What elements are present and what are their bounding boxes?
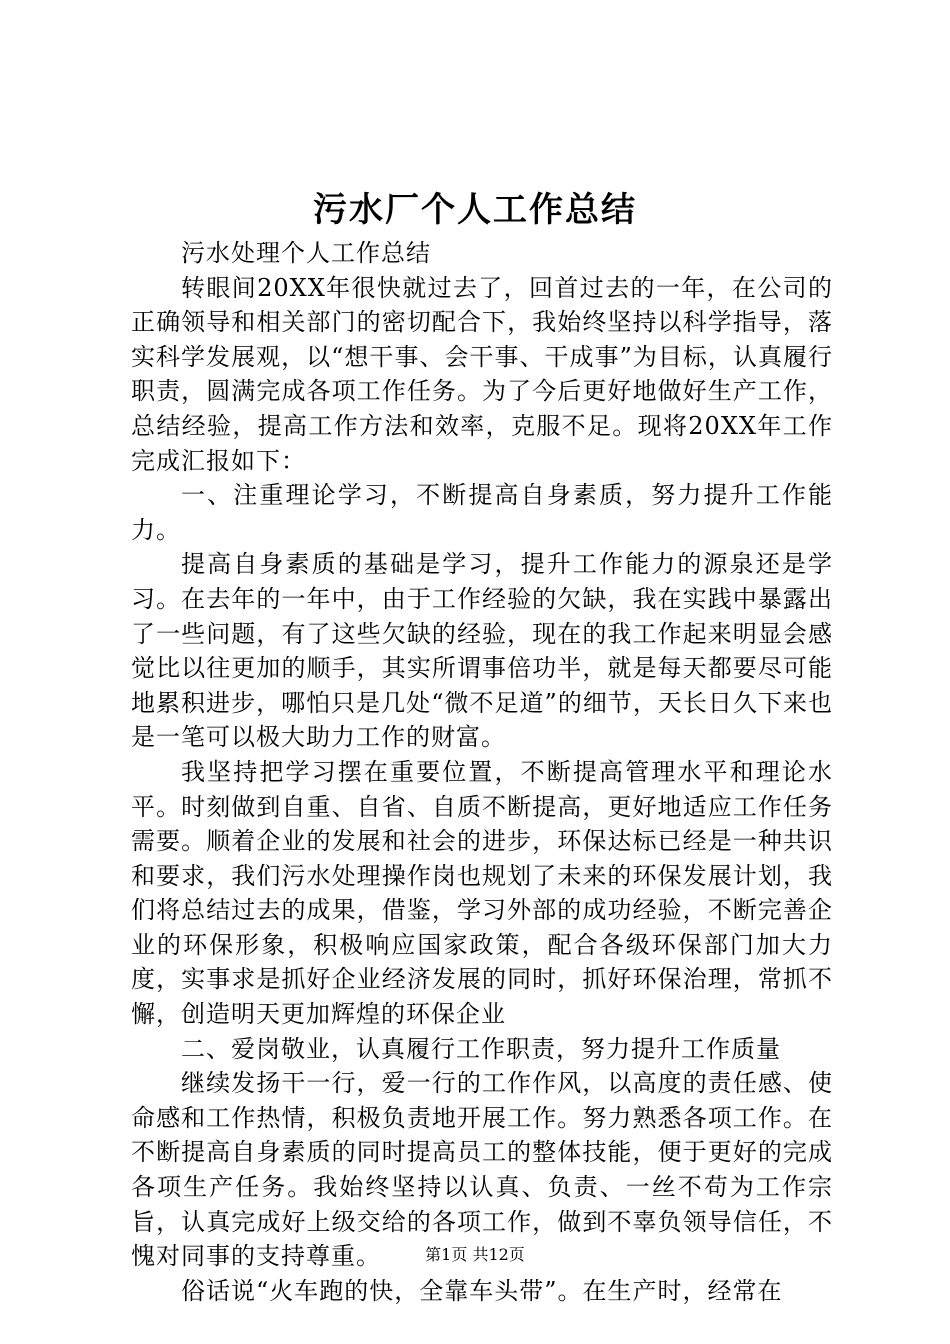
paragraph-management: 我坚持把学习摆在重要位置，不断提高管理水平和理论水平。时刻做到自重、自省、自质不断提高，更好地适应工作任务需要。顺着企业的发展和社会的进步，环保达标已经是一种共识和要求，我们污水处理操作岗也规划了未来的环保发展计划，我们将总结过去的成果，借鉴，学习外部的成功经验，不断完善企业的环保形象，积极响应国家政策，配合各级环保部门加大力度，实事求是抓好企业经济发展的同时，抓好环保治理，常抓不懈，创造明天更加辉煌的环保企业	[131, 757, 833, 1029]
paragraph-subtitle: 污水处理个人工作总结	[181, 239, 431, 267]
page-number-footer: 第1页 共12页	[425, 1245, 525, 1264]
paragraph-dedication: 继续发扬干一行，爱一行的工作作风，以高度的责任感、使命感和工作热情，积极负责地开展工作。努力熟悉各项工作。在不断提高自身素质的同时提高员工的整体技能，便于更好的完成各项生产任务。我始终坚持以认真、负责、一丝不苟为工作宗旨，认真完成好上级交给的各项工作，做到不辜负领导信任，不愧对同事的支持尊重。	[131, 1069, 833, 1271]
paragraph-learning: 提高自身素质的基础是学习，提升工作能力的源泉还是学习。在去年的一年中，由于工作经验的欠缺，我在实践中暴露出了一些问题，有了这些欠缺的经验，现在的我工作起来明显会感觉比以往更加的顺手，其实所谓事倍功半，就是每天都要尽可能地累积进步，哪怕只是几处“微不足道”的细节，天长日久下来也是一笔可以极大助力工作的财富。	[131, 550, 833, 752]
section-heading-1: 一、注重理论学习，不断提高自身素质，努力提升工作能力。	[131, 481, 833, 544]
paragraph-proverb: 俗话说“火车跑的快，全靠车头带”。在生产时，经常在	[181, 1276, 783, 1305]
paragraph-intro: 转眼间20XX年很快就过去了，回首过去的一年，在公司的正确领导和相关部门的密切配合下，我始终坚持以科学指导，落实科学发展观，以“想干事、会干事、干成事”为目标，认真履行职责，圆满完成各项工作任务。为了今后更好地做好生产工作，总结经验，提高工作方法和效率，克服不足。现将20XX年工作完成汇报如下：	[131, 273, 833, 475]
document-body	[131, 236, 833, 1308]
section-heading-2: 二、爱岗敬业，认真履行工作职责，努力提升工作质量	[181, 1034, 781, 1063]
document-title: 污水厂个人工作总结	[313, 190, 637, 230]
